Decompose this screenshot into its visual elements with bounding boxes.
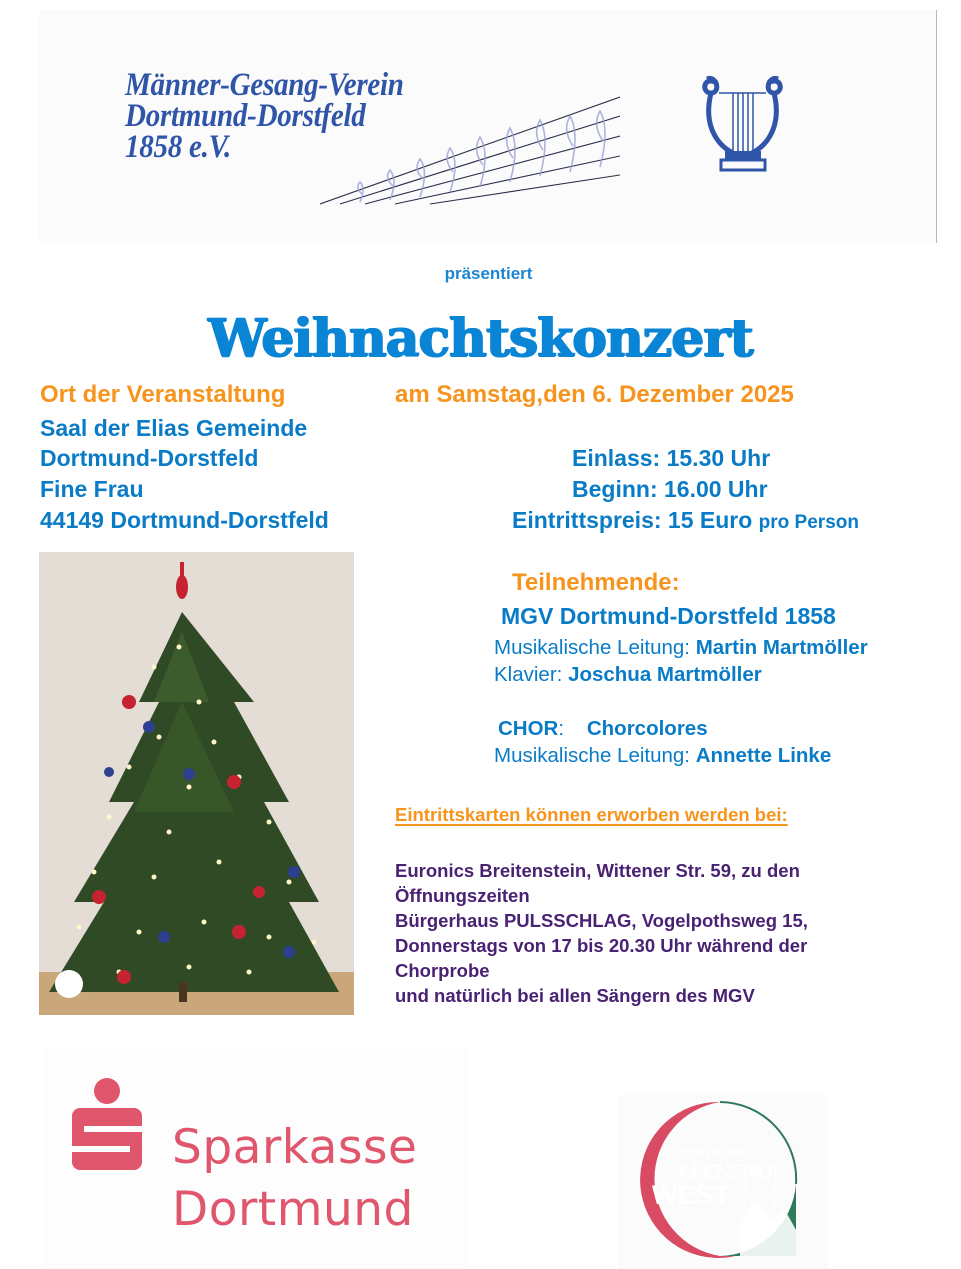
lyre-icon: [695, 65, 790, 175]
group2-label: CHOR: [498, 717, 559, 740]
tickets-line: Öffnungszeiten: [395, 885, 530, 906]
page-title: Weihnachtskonzert: [208, 308, 753, 369]
admission-time: Einlass: 15.30 Uhr: [572, 445, 771, 471]
group2-colon: :: [558, 717, 565, 740]
group1-piano-name: Joschua Martmöller: [568, 663, 762, 686]
group1-director: [494, 634, 868, 661]
christmas-tree-photo: [39, 552, 354, 1015]
group1-name: MGV Dortmund-Dorstfeld 1858: [501, 603, 836, 629]
group2-line: [498, 715, 708, 742]
innenstadt-west-badge-icon: [640, 1100, 800, 1258]
tickets-line: Donnerstags von 17 bis 20.30 Uhr während der: [395, 935, 808, 956]
ticket-price-label: Eintrittspreis: 15 Euro: [512, 507, 753, 533]
sparkasse-line-2: Dortmund: [172, 1182, 414, 1237]
venue-line: Dortmund-Dorstfeld: [40, 445, 259, 471]
ticket-price: [512, 505, 859, 538]
header-divider: [936, 10, 937, 243]
club-name-line-3: 1858 e.V.: [125, 129, 232, 165]
group2-name: Chorcolores: [586, 717, 708, 740]
group1-piano: [494, 661, 762, 688]
participants-heading: Teilnehmende:: [512, 569, 680, 596]
sparkasse-s-icon: [72, 1078, 142, 1170]
tickets-line: Euronics Breitenstein, Wittener Str. 59, zu den: [395, 860, 800, 881]
group1-piano-label: Klavier:: [494, 663, 569, 686]
group2-director-name: Annette Linke: [695, 744, 832, 767]
venue-line: 44149 Dortmund-Dorstfeld: [40, 507, 329, 533]
sparkasse-line-1: Sparkasse: [172, 1120, 418, 1175]
event-date: am Samstag,den 6. Dezember 2025: [395, 381, 794, 408]
christmas-tree-icon: [39, 552, 354, 1015]
start-time: Beginn: 16.00 Uhr: [572, 476, 768, 502]
ticket-price-suffix: pro Person: [758, 512, 859, 533]
sparkasse-text: [172, 1117, 417, 1241]
venue-heading: Ort der Veranstaltung: [40, 381, 286, 408]
venue-line: Fine Frau: [40, 476, 144, 502]
venue-line: Saal der Elias Gemeinde: [40, 415, 308, 441]
tickets-line: und natürlich bei allen Sängern des MGV: [395, 985, 755, 1006]
svg-text:INNENSTADT: INNENSTADT: [678, 1161, 782, 1183]
svg-text:DORTMUND: DORTMUND: [678, 1146, 748, 1160]
group2-director-label: Musikalische Leitung:: [494, 744, 696, 767]
club-name-line-1: Männer-Gesang-Verein: [125, 67, 404, 103]
tickets-line: Chorprobe: [395, 960, 490, 981]
tickets-line: Bürgerhaus PULSSCHLAG, Vogelpothsweg 15,: [395, 910, 808, 931]
club-name-line-2: Dortmund-Dorstfeld: [125, 98, 366, 134]
group1-director-label: Musikalische Leitung:: [494, 636, 696, 659]
presents-label: präsentiert: [444, 264, 533, 283]
group1-director-name: Martin Martmöller: [695, 636, 868, 659]
svg-text:WEST: WEST: [652, 1180, 730, 1210]
music-staff-icon: [320, 92, 620, 207]
tickets-heading: Eintrittskarten können erworben werden bei:: [395, 804, 788, 825]
group2-director: [494, 742, 831, 769]
